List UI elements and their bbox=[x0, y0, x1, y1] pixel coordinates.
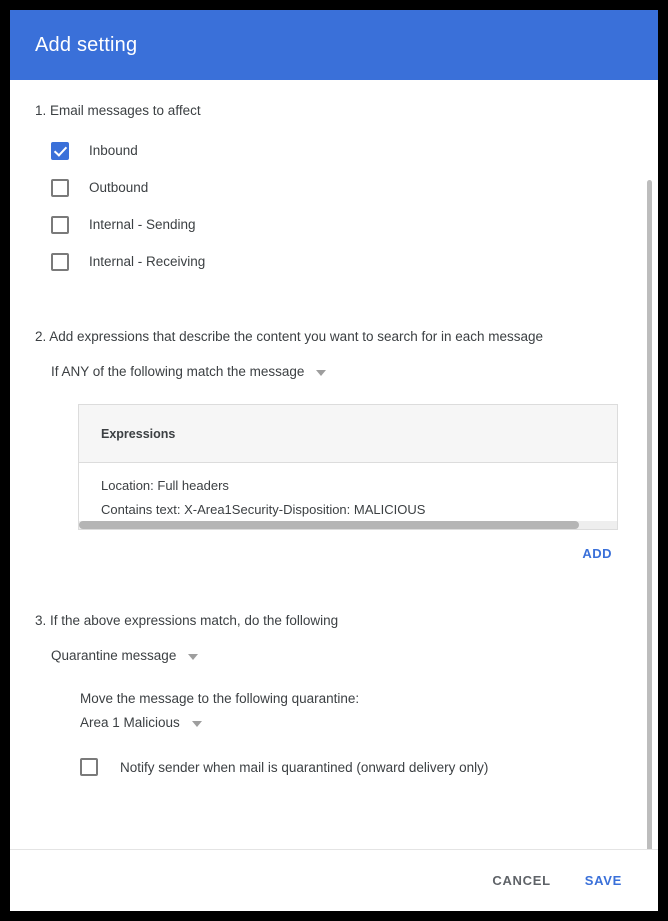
add-expression-row bbox=[78, 542, 618, 565]
dialog-scrollbar-track[interactable] bbox=[650, 82, 655, 847]
add-setting-dialog bbox=[10, 10, 658, 911]
chevron-down-icon[interactable] bbox=[316, 370, 326, 376]
checkbox-internal-receiving-icon[interactable] bbox=[51, 253, 69, 271]
cancel-button[interactable]: CANCEL bbox=[492, 873, 551, 888]
expressions-hscrollbar-track[interactable] bbox=[79, 521, 617, 529]
table-row[interactable]: Location: Full headers bbox=[101, 478, 229, 493]
checkbox-outbound-icon[interactable] bbox=[51, 179, 69, 197]
chevron-down-icon[interactable] bbox=[192, 721, 202, 727]
quarantine-dropdown-value: Area 1 Malicious bbox=[80, 715, 180, 730]
dialog-header bbox=[10, 10, 658, 80]
section-3-heading: 3. If the above expressions match, do the following bbox=[35, 613, 339, 628]
checkbox-internal-sending-icon[interactable] bbox=[51, 216, 69, 234]
checkbox-label-inbound: Inbound bbox=[89, 143, 138, 158]
match-condition-dropdown[interactable] bbox=[51, 364, 326, 379]
checkbox-label-notify-sender: Notify sender when mail is quarantined (onward delivery only) bbox=[120, 759, 489, 775]
email-direction-checkbox-list bbox=[35, 132, 633, 280]
checkbox-label-internal-receiving: Internal - Receiving bbox=[89, 254, 206, 269]
checkbox-label-outbound: Outbound bbox=[89, 180, 149, 195]
table-row[interactable]: Contains text: X-Area1Security-Disposition: MALICIOUS bbox=[101, 502, 426, 517]
checkbox-label-internal-sending: Internal - Sending bbox=[89, 217, 196, 232]
action-dropdown[interactable] bbox=[51, 648, 198, 663]
expressions-rows bbox=[79, 463, 617, 529]
expressions-column-header: Expressions bbox=[79, 405, 617, 463]
action-dropdown-value: Quarantine message bbox=[51, 648, 177, 663]
expressions-hscrollbar-thumb[interactable] bbox=[79, 521, 579, 529]
quarantine-dropdown[interactable] bbox=[80, 715, 202, 730]
section-2-heading: 2. Add expressions that describe the content you want to search for in each message bbox=[35, 329, 544, 344]
save-button[interactable]: SAVE bbox=[584, 873, 622, 888]
checkbox-row-internal-sending[interactable] bbox=[35, 206, 633, 243]
checkbox-row-inbound[interactable] bbox=[35, 132, 633, 169]
expressions-table bbox=[78, 404, 618, 530]
add-expression-button[interactable]: ADD bbox=[582, 546, 612, 561]
match-condition-value: If ANY of the following match the message bbox=[51, 364, 305, 379]
checkbox-row-internal-receiving[interactable] bbox=[35, 243, 633, 280]
dialog-footer bbox=[10, 849, 658, 911]
quarantine-instruction-text: Move the message to the following quarantine: bbox=[80, 691, 360, 706]
dialog-body bbox=[10, 80, 658, 849]
checkbox-row-notify-sender[interactable] bbox=[80, 758, 633, 776]
checkbox-row-outbound[interactable] bbox=[35, 169, 633, 206]
chevron-down-icon[interactable] bbox=[188, 654, 198, 660]
checkbox-notify-sender-icon[interactable] bbox=[80, 758, 98, 776]
dialog-scrollbar-thumb[interactable] bbox=[647, 180, 652, 849]
section-1-heading: 1. Email messages to affect bbox=[35, 103, 201, 118]
page-title: Add setting bbox=[35, 33, 138, 56]
checkbox-inbound-icon[interactable] bbox=[51, 142, 69, 160]
